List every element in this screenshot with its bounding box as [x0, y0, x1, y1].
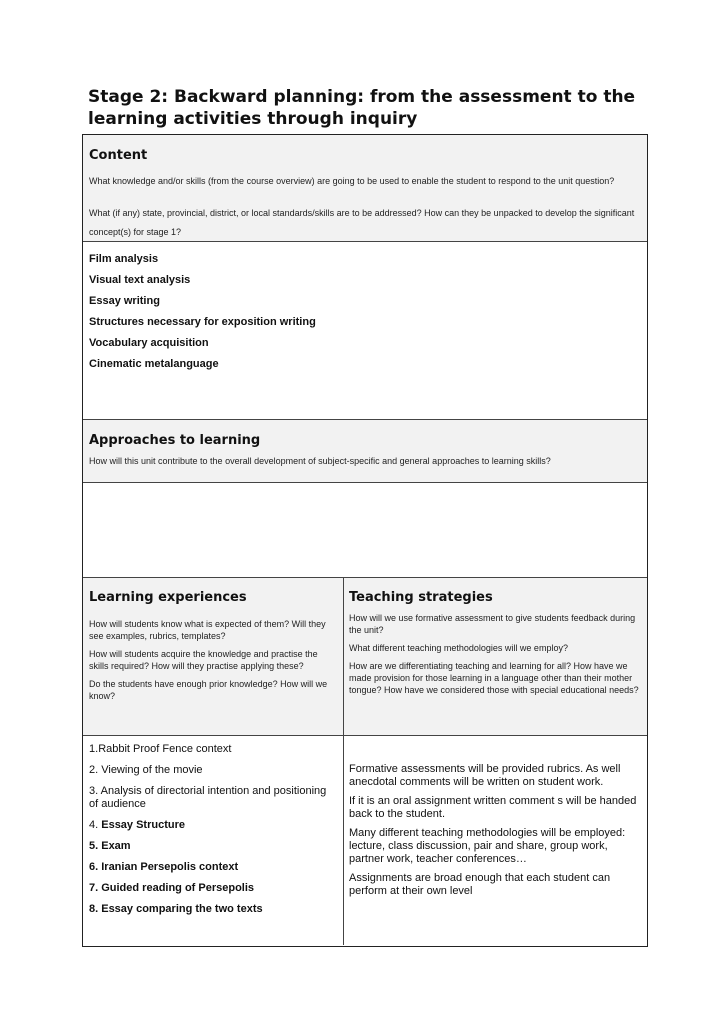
- teaching-items-cell: [343, 736, 647, 945]
- content-question-2: What (if any) state, provincial, district, or local standards/skills are to be addressed? How can they be unpacked to develop the significant concept(s) for stage 1?: [89, 208, 635, 237]
- learning-question: How will students acquire the knowledge and practise the skills required? How will they practise applying these?: [89, 649, 318, 671]
- learning-header-cell: [83, 578, 343, 735]
- content-item: Visual text analysis: [89, 274, 191, 286]
- learning-item: 3. Analysis of directorial intention and positioning of audience: [89, 785, 327, 810]
- content-item: Essay writing: [89, 295, 160, 307]
- learning-question: Do the students have enough prior knowledge? How will we know?: [89, 679, 328, 701]
- content-item: Film analysis: [89, 253, 159, 265]
- learning-heading: Learning experiences: [89, 590, 247, 605]
- learning-question: How will students know what is expected of them? Will they see examples, rubrics, templates?: [89, 619, 326, 641]
- approaches-question: How will this unit contribute to the overall development of subject-specific and general approaches to learning skills?: [89, 456, 551, 466]
- teaching-question: How will we use formative assessment to give students feedback during the unit?: [349, 613, 636, 635]
- learning-item: 8. Essay comparing the two texts: [89, 903, 263, 915]
- approaches-header-cell: [83, 420, 647, 483]
- teaching-header-cell: [343, 578, 647, 735]
- content-items-cell: [83, 242, 647, 420]
- teaching-item: Assignments are broad enough that each student can perform at their own level: [349, 872, 611, 897]
- teaching-question: What different teaching methodologies will we employ?: [349, 643, 568, 653]
- approaches-heading: Approaches to learning: [89, 433, 261, 448]
- content-question-1: What knowledge and/or skills (from the course overview) are going to be used to enable the student to respond to the unit question?: [89, 176, 615, 186]
- teaching-question: How are we differentiating teaching and learning for all? How have we made provision for those learning in a language other than their mother tongue? How have we considered those with special educational needs?: [349, 661, 639, 695]
- learning-item: 4. Essay Structure: [89, 819, 185, 831]
- teaching-item: Many different teaching methodologies will be employed: lecture, class discussion, pair and share, group work, partner work, teacher conferences…: [349, 827, 626, 865]
- learning-item: 2. Viewing of the movie: [89, 764, 203, 776]
- learning-item: 5. Exam: [89, 840, 131, 852]
- planning-table: [82, 134, 648, 947]
- content-item: Structures necessary for exposition writing: [89, 316, 316, 328]
- teaching-heading: Teaching strategies: [349, 590, 493, 605]
- learning-item: 1.Rabbit Proof Fence context: [89, 743, 232, 755]
- learning-items-cell: [83, 736, 343, 945]
- learning-item: 6. Iranian Persepolis context: [89, 861, 239, 873]
- page-title: Stage 2: Backward planning: from the assessment to the learning activities through inquiry: [88, 87, 636, 129]
- learning-item: 7. Guided reading of Persepolis: [89, 882, 255, 894]
- content-item: Vocabulary acquisition: [89, 337, 209, 349]
- teaching-item: Formative assessments will be provided rubrics. As well anecdotal comments will be written on student work.: [349, 763, 621, 788]
- content-heading: Content: [89, 148, 148, 163]
- approaches-response-cell: [83, 483, 647, 578]
- content-item: Cinematic metalanguage: [89, 358, 219, 370]
- strategies-header-row: [83, 578, 647, 736]
- content-header-cell: [83, 135, 647, 242]
- strategies-body-row: [83, 736, 647, 945]
- teaching-item: If it is an oral assignment written comment s will be handed back to the student.: [349, 795, 637, 820]
